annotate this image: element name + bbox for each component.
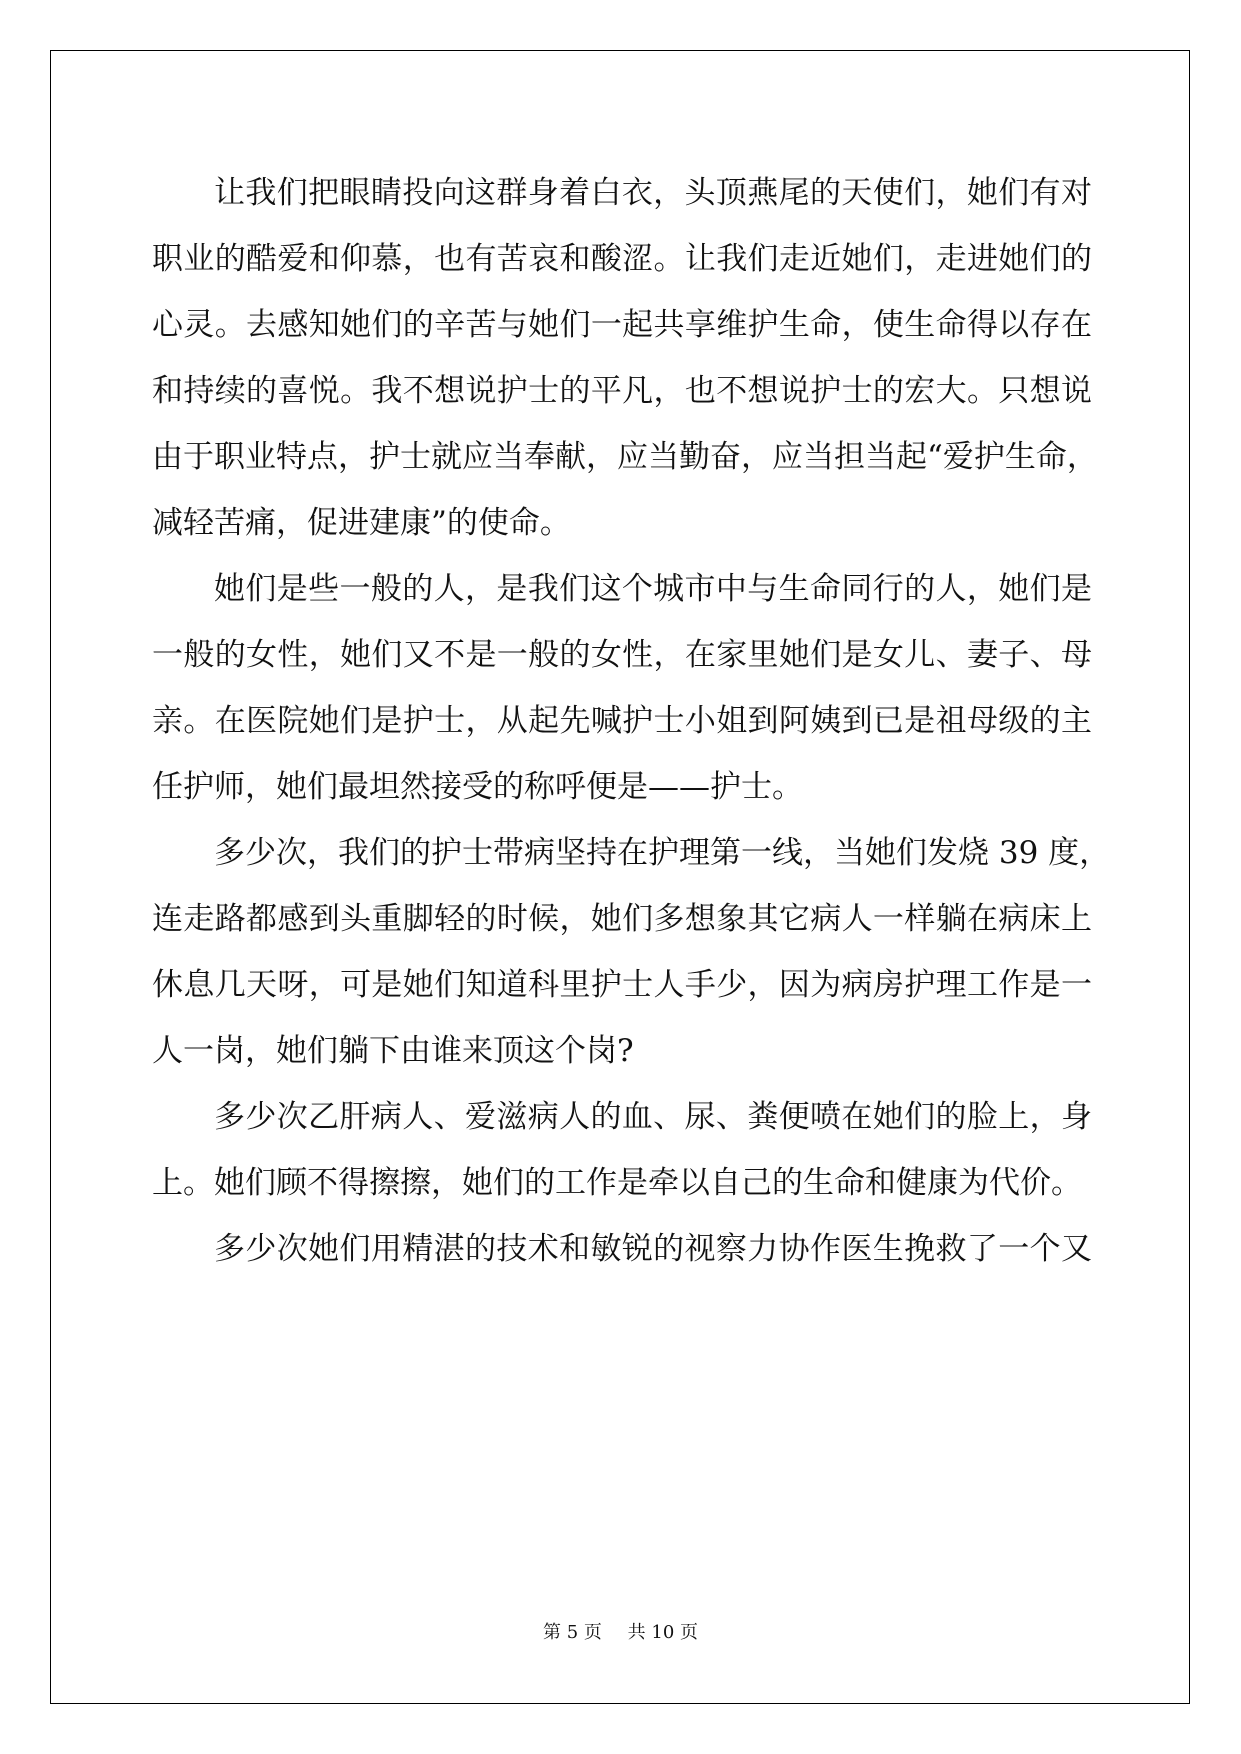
- text-line: 多少次乙肝病人、爱滋病人的血、尿、粪便喷在她们的脸上，身: [214, 1099, 1092, 1135]
- text-line: 由于职业特点，护士就应当奉献，应当勤奋，应当担当起“爱护生命，: [152, 439, 1098, 475]
- text-line: 和持续的喜悦。我不想说护士的平凡，也不想说护士的宏大。只想说: [152, 373, 1092, 409]
- text-line: 多少次她们用精湛的技术和敏锐的视察力协作医生挽救了一个又: [214, 1231, 1092, 1267]
- paragraph-1: [152, 160, 1098, 556]
- text-line: 职业的酷爱和仰慕，也有苦哀和酸涩。让我们走近她们，走进她们的: [152, 241, 1092, 277]
- text-line: 让我们把眼睛投向这群身着白衣，头顶燕尾的天使们，她们有对: [214, 175, 1092, 211]
- text-line: 任护师，她们最坦然接受的称呼便是——护士。: [152, 769, 803, 805]
- paragraph-5: [152, 1216, 1092, 1282]
- text-line: 减轻苦痛，促进建康”的使命。: [152, 505, 571, 541]
- text-line: 上。她们顾不得擦擦，她们的工作是牵以自己的生命和健康为代价。: [152, 1165, 1082, 1201]
- page-number: 第 5 页: [543, 1622, 602, 1643]
- paragraph-2: [152, 556, 1092, 820]
- text-line: 人一岗，她们躺下由谁来顶这个岗?: [152, 1033, 634, 1069]
- text-line: 她们是些一般的人，是我们这个城市中与生命同行的人，她们是: [214, 571, 1092, 607]
- text-line: 心灵。去感知她们的辛苦与她们一起共享维护生命，使生命得以存在: [152, 307, 1092, 343]
- text-line: 连走路都感到头重脚轻的时候，她们多想象其它病人一样躺在病床上: [152, 901, 1092, 937]
- text-line: 多少次，我们的护士带病坚持在护理第一线，当她们发烧 39 度，: [214, 835, 1111, 871]
- text-line: 一般的女性，她们又不是一般的女性，在家里她们是女儿、妻子、母: [152, 637, 1092, 673]
- text-line: 亲。在医院她们是护士，从起先喊护士小姐到阿姨到已是祖母级的主: [152, 703, 1092, 739]
- document-body: [152, 160, 1111, 1282]
- paragraph-3: [152, 820, 1111, 1084]
- text-line: 休息几天呀，可是她们知道科里护士人手少，因为病房护理工作是一: [152, 967, 1092, 1003]
- paragraph-4: [152, 1084, 1092, 1216]
- page-footer: [0, 1618, 1241, 1644]
- page-total: 共 10 页: [627, 1622, 698, 1643]
